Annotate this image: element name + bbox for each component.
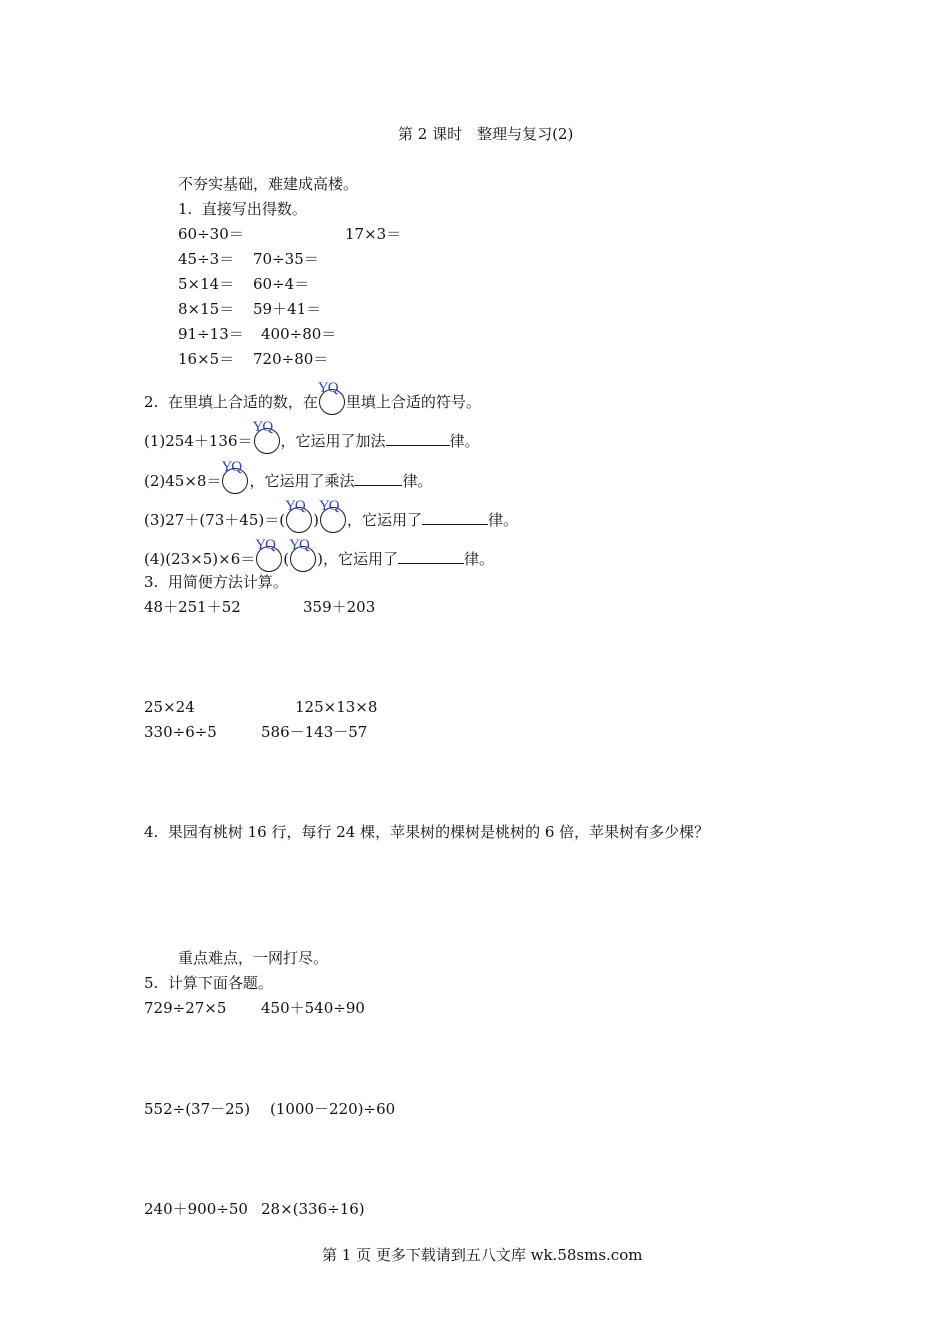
circle-mark: YQ (289, 537, 309, 553)
q2-item-3: (3)27＋(73＋45)＝( YQ ) YQ ，它运用了 律。 (144, 507, 518, 533)
question-2-label (144, 380, 481, 415)
section-heading-basics: 不夯实基础，难建成高楼。 (178, 175, 359, 193)
answer-circle[interactable] (252, 419, 280, 454)
answer-circle[interactable] (285, 498, 312, 533)
section-heading-key-points: 重点难点，一网打尽。 (178, 949, 329, 967)
fill-blank[interactable] (398, 551, 464, 564)
answer-circle[interactable] (317, 380, 345, 415)
fill-blank[interactable] (422, 512, 488, 525)
question-3-label: 3. 用简便方法计算。 (144, 573, 288, 591)
q1-expr: 60÷30＝ (178, 225, 244, 243)
q5-expr: 450＋540÷90 (261, 999, 365, 1017)
circle-mark: YQ (318, 498, 339, 514)
q3-expr: 586－143－57 (261, 723, 368, 741)
q5-expr: (1000－220)÷60 (270, 1100, 396, 1118)
q3-expr: 25×24 (144, 698, 195, 716)
q3-expr: 359＋203 (303, 598, 376, 616)
page-footer: 第 1 页 更多下载请到五八文库 wk.58sms.com (322, 1246, 643, 1264)
q5-expr: 552÷(37－25) (144, 1100, 251, 1118)
q1-expr: 45÷3＝ (178, 250, 235, 268)
question-4-text: 4. 果园有桃树 16 行，每行 24 棵，苹果树的棵树是桃树的 6 倍，苹果树有多少棵？ (144, 823, 710, 841)
q1-expr: 59＋41＝ (253, 300, 322, 318)
q1-expr: 720÷80＝ (253, 350, 329, 368)
q2-item-2: (2)45×8＝ YQ ，它运用了乘法 律。 (144, 468, 432, 494)
q3-expr: 330÷6÷5 (144, 723, 217, 741)
q3-expr: 125×13×8 (295, 698, 378, 716)
page-title: 第 2 课时 整理与复习(2) (398, 125, 574, 143)
q1-expr: 16×5＝ (178, 350, 235, 368)
circle-mark: YQ (252, 419, 273, 435)
circle-mark: YQ (255, 537, 275, 553)
q2-item-4: (4)(23×5)×6＝ YQ ( YQ )，它运用了 律。 (144, 546, 494, 572)
q5-expr: 729÷27×5 (144, 999, 227, 1017)
q2-item-1: (1)254＋136＝ YQ ，它运用了加法 律。 (144, 428, 480, 454)
q5-expr: 28×(336÷16) (261, 1200, 365, 1218)
q1-expr: 400÷80＝ (261, 325, 337, 343)
q1-expr: 91÷13＝ (178, 325, 244, 343)
fill-blank[interactable] (386, 433, 450, 446)
answer-circle[interactable] (255, 537, 282, 572)
fill-blank[interactable] (354, 473, 402, 486)
q1-expr: 70÷35＝ (253, 250, 319, 268)
q1-expr: 5×14＝ (178, 275, 235, 293)
q3-expr: 48＋251＋52 (144, 598, 241, 616)
circle-mark: YQ (285, 498, 305, 514)
answer-circle[interactable] (221, 459, 248, 494)
circle-mark: YQ (221, 459, 242, 475)
q2-text-pre: 2. 在里填上合适的数，在 (144, 393, 318, 411)
q1-expr: 8×15＝ (178, 300, 235, 318)
q1-expr: 17×3＝ (345, 225, 402, 243)
circle-mark: YQ (317, 380, 338, 396)
answer-circle[interactable] (289, 537, 316, 572)
q5-expr: 240＋900÷50 (144, 1200, 248, 1218)
q1-expr: 60÷4＝ (253, 275, 310, 293)
q2-text-post: 里填上合适的符号。 (345, 393, 481, 411)
answer-circle[interactable] (318, 498, 346, 533)
question-5-label: 5. 计算下面各题。 (144, 974, 273, 992)
question-1-label: 1. 直接写出得数。 (178, 200, 307, 218)
